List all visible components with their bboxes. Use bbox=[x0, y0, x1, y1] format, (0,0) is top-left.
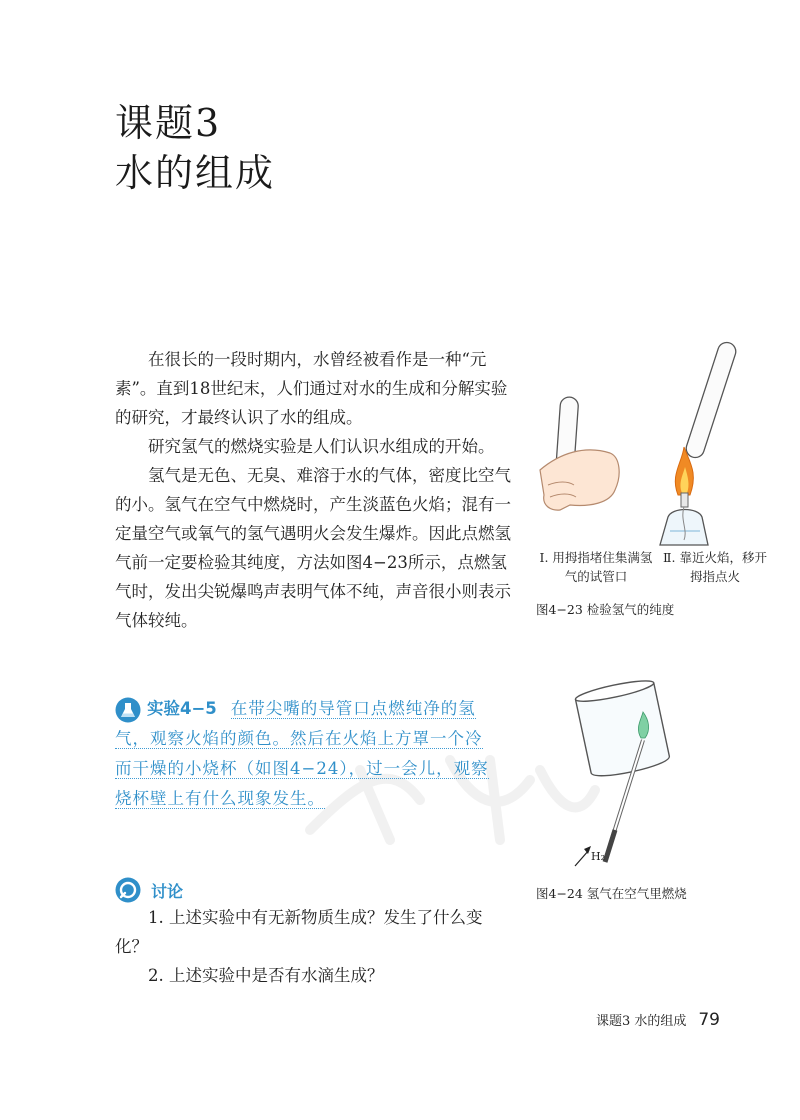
figure-hydrogen-burning bbox=[555, 680, 705, 870]
test-tube-hand-illustration bbox=[540, 397, 619, 511]
section-number: 课题3 bbox=[115, 101, 222, 145]
figure-4-24-title: 图4−24 氢气在空气里燃烧 bbox=[536, 886, 687, 901]
gas-label: H₂ bbox=[591, 850, 606, 863]
paragraph: 在很长的一段时期内，水曾经被看作是一种“元素”。直到18世纪末，人们通过对水的生成和分解实验的研究，才最终认识了水的组成。 bbox=[115, 350, 508, 427]
experiment-text-line: 在带尖嘴的导管口点燃纯净的氢 bbox=[230, 699, 476, 718]
discussion-icon bbox=[115, 877, 141, 903]
experiment-text-line: 烧杯壁上有什么现象发生。 bbox=[115, 789, 325, 808]
discussion-block bbox=[115, 875, 515, 990]
figure-4-23-caption-b: Ⅱ. 靠近火焰，移开拇指点火 bbox=[663, 550, 767, 584]
discussion-item: 2. 上述实验中是否有水滴生成？ bbox=[148, 966, 384, 985]
experiment-text-line: 而干燥的小烧杯（如图4−24），过一会儿，观察 bbox=[115, 759, 489, 778]
discussion-label: 讨论 bbox=[151, 882, 184, 901]
discussion-item: 1. 上述实验中有无新物质生成？发生了什么变化？ bbox=[115, 908, 483, 956]
figure-4-23-title: 图4−23 检验氢气的纯度 bbox=[536, 602, 675, 617]
paragraph: 氢气是无色、无臭、难溶于水的气体，密度比空气的小。氢气在空气中燃烧时，产生淡蓝色火焰；混有一定量空气或氧气的氢气遇明火会发生爆炸。因此点燃氢气前一定要检验其纯度，方法如图4−23所示，点燃氢气时，发出尖锐爆鸣声表明气体不纯，声音很小则表示气体较纯。 bbox=[115, 466, 511, 630]
experiment-text-line: 气，观察火焰的颜色。然后在火焰上方罩一个冷 bbox=[115, 729, 483, 748]
title-block bbox=[115, 98, 275, 198]
beaker-illustration bbox=[574, 680, 671, 780]
experiment-block bbox=[115, 694, 515, 814]
alcohol-lamp-illustration bbox=[660, 340, 738, 545]
page-number: 79 bbox=[698, 1010, 720, 1030]
body-text bbox=[115, 345, 515, 635]
flask-icon bbox=[115, 697, 141, 723]
figure-test-hydrogen-purity bbox=[530, 335, 770, 565]
page-title: 水的组成 bbox=[115, 151, 276, 195]
arrow-icon bbox=[575, 846, 591, 866]
page-footer bbox=[596, 1010, 720, 1030]
paragraph: 研究氢气的燃烧实验是人们认识水组成的开始。 bbox=[148, 437, 495, 456]
experiment-label: 实验4−5 bbox=[147, 699, 217, 718]
figure-4-23-caption-a: Ⅰ. 用拇指堵住集满氢气的试管口 bbox=[539, 550, 653, 584]
footer-section: 课题3 水的组成 bbox=[595, 1014, 687, 1029]
